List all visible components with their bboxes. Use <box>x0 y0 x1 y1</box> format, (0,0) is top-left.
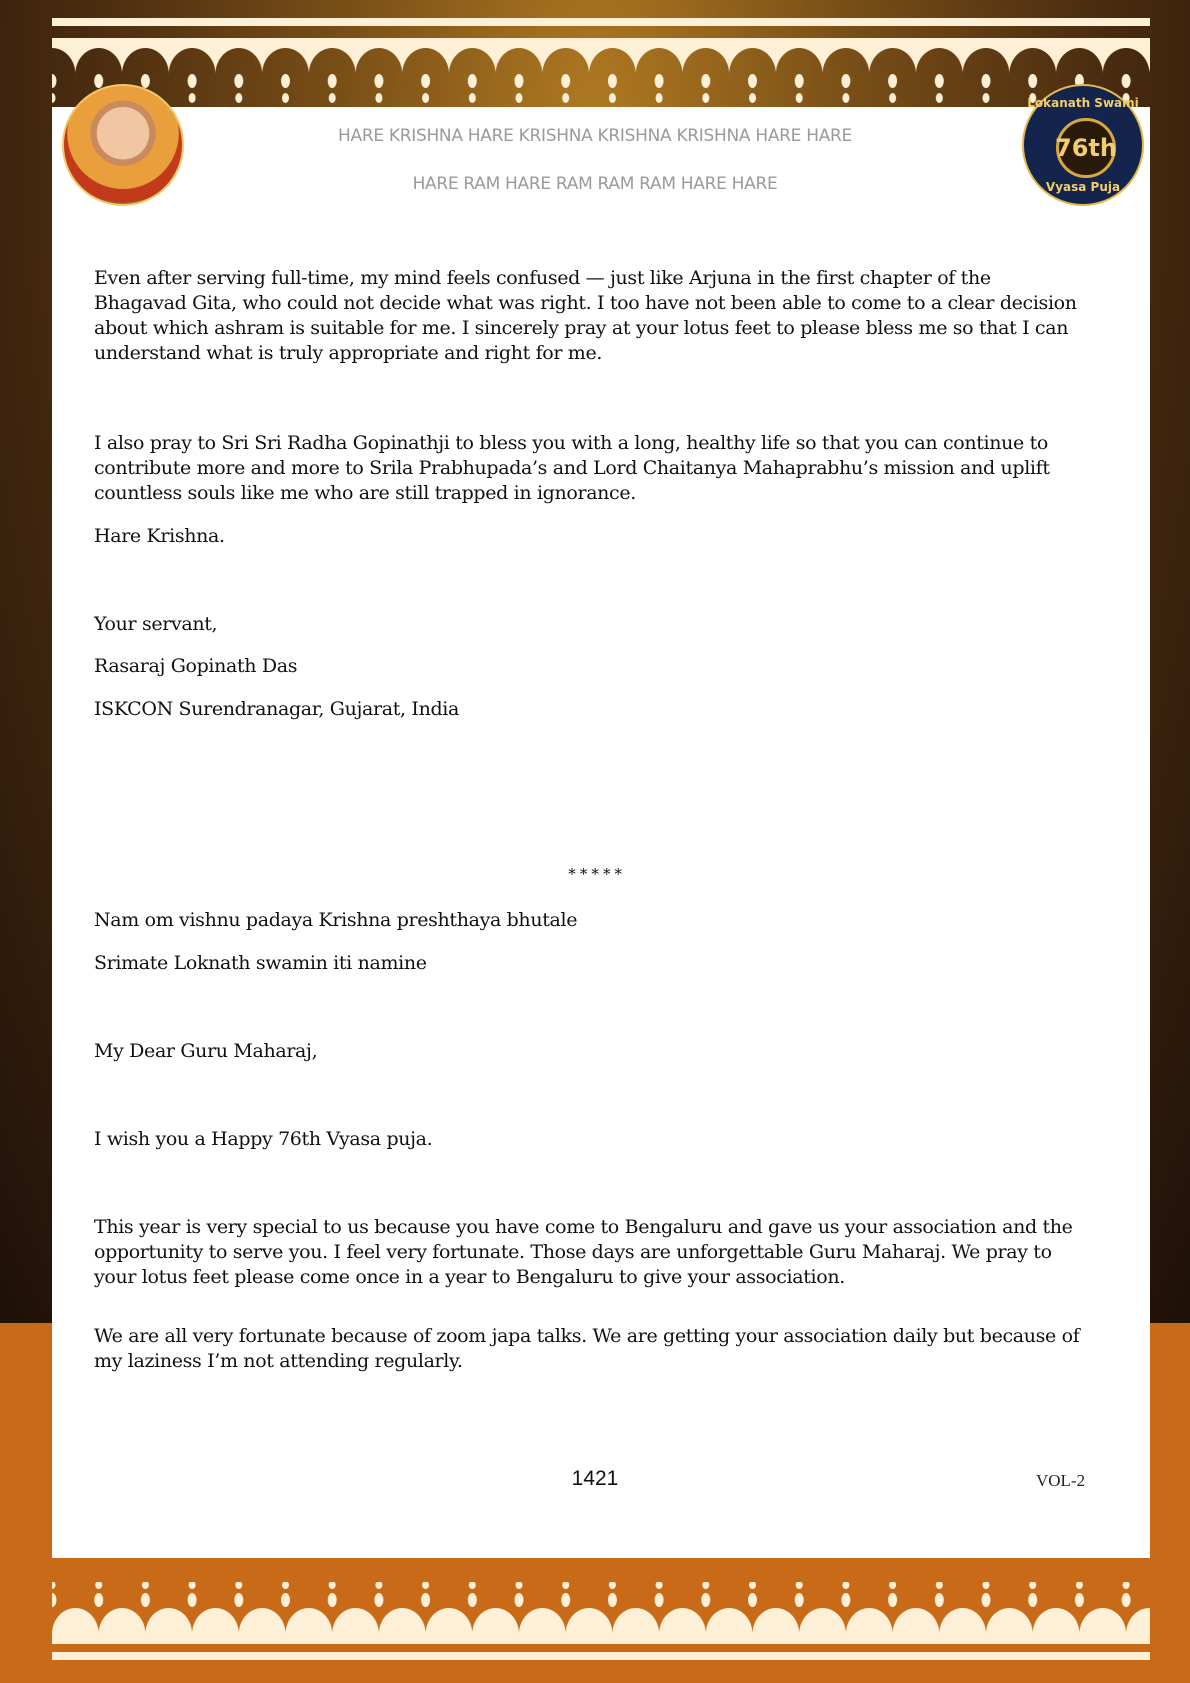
bottom-scallop-border <box>52 1582 1150 1662</box>
closing: Your servant, <box>94 613 218 635</box>
paragraph: I also pray to Sri Sri Radha Gopinathji to bless you with a long, healthy life so that you can continue to contribute more and more to Srila Prabhupada’s and Lord Chaitanya Mahaprabhu’s mission and uplift countless souls like me who are still trapped in ignorance. <box>94 432 1050 504</box>
badge-top-text: Lokanath Swami <box>1027 96 1139 110</box>
mantra-line-2: HARE RAM HARE RAM RAM RAM HARE HARE <box>412 174 778 194</box>
signature-name: Rasaraj Gopinath Das <box>94 655 298 677</box>
paragraph: Even after serving full-time, my mind feels confused — just like Arjuna in the first chapter of the Bhagavad Gita, who could not decide what was right. I too have not been able to come to a clear decision about which ashram is suitable for me. I sincerely pray at your lotus feet to please bless me so that I can understand what is truly appropriate and right for me. <box>94 267 1077 364</box>
page-number: 1421 <box>571 1467 619 1490</box>
invocation-line-2: Srimate Loknath swamin iti namine <box>94 952 427 974</box>
paragraph: This year is very special to us because you have come to Bengaluru and gave us your association and the opportunity to serve you. I feel very fortunate. Those days are unforgettable Guru Maharaj. We pray to your lotus feet please come once in a year to Bengaluru to give your association. <box>94 1216 1073 1288</box>
badge-bottom-text: Vyasa Puja <box>1045 180 1121 194</box>
paragraph: I wish you a Happy 76th Vyasa puja. <box>94 1128 433 1150</box>
mantra-line-1: HARE KRISHNA HARE KRISHNA KRISHNA KRISHNA HARE HARE <box>338 126 852 146</box>
volume-label: VOL-2 <box>1036 1471 1086 1490</box>
section-separator: * * * * * <box>568 865 622 883</box>
signature-location: ISKCON Surendranagar, Gujarat, India <box>94 698 459 720</box>
badge-number: 76th <box>1056 118 1116 178</box>
top-scallop-border <box>52 18 1150 110</box>
paragraph: Hare Krishna. <box>94 525 225 547</box>
invocation-line-1: Nam om vishnu padaya Krishna preshthaya bhutale <box>94 909 578 931</box>
paragraph: We are all very fortunate because of zoom japa talks. We are getting your association daily but because of my laziness I’m not attending regularly. <box>94 1325 1080 1372</box>
salutation: My Dear Guru Maharaj, <box>94 1040 318 1062</box>
